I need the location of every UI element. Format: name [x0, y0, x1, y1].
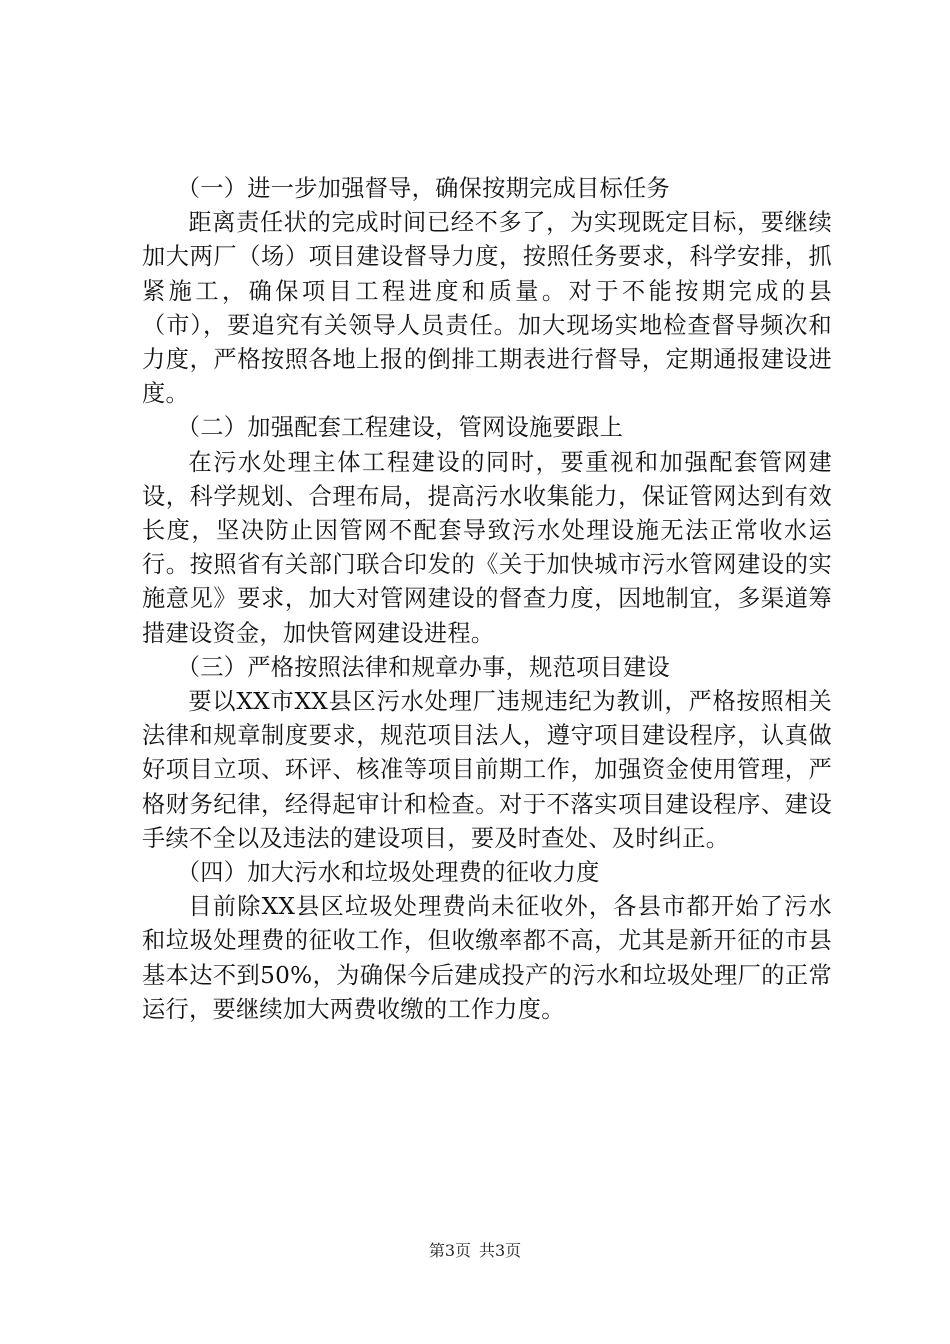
section-heading-2: （二）加强配套工程建设，管网设施要跟上: [176, 414, 624, 442]
page-number: 第3页: [428, 1241, 471, 1260]
section-heading-3: （三）严格按照法律和规章办事，规范项目建设: [176, 653, 671, 681]
page-footer: [0, 1241, 950, 1261]
section-paragraph-4: 目前除XX县区垃圾处理费尚未征收外，各县市都开始了污水和垃圾处理费的征收工作，但收缴率都不高，尤其是新开征的市县基本达不到50%，为确保今后建成投产的污水和垃圾处理厂的正常运行，要继续加大两费收缴的工作力度。: [142, 893, 832, 1023]
document-body: [142, 172, 832, 1027]
section-paragraph-2: 在污水处理主体工程建设的同时，要重视和加强配套管网建设，科学规划、合理布局，提高污水收集能力，保证管网达到有效长度，坚决防止因管网不配套导致污水处理设施无法正常收水运行。按照省有关部门联合印发的《关于加快城市污水管网建设的实施意见》要求，加大对管网建设的督查力度，因地制宜，多渠道筹措建设资金，加快管网建设进程。: [142, 448, 832, 647]
section-heading-1: （一）进一步加强督导，确保按期完成目标任务: [176, 175, 671, 202]
section-paragraph-1: 距离责任状的完成时间已经不多了，为实现既定目标，要继续加大两厂（场）项目建设督导力度，按照任务要求，科学安排，抓紧施工，确保项目工程进度和质量。对于不能按期完成的县（市），要追究有关领导人员责任。加大现场实地检查督导频次和力度，严格按照各地上报的倒排工期表进行督导，定期通报建设进度。: [142, 209, 832, 408]
section-heading-4: （四）加大污水和垃圾处理费的征收力度: [176, 859, 600, 887]
page-total: 共3页: [479, 1241, 522, 1260]
section-paragraph-3: 要以XX市XX县区污水处理厂违规违纪为教训，严格按照相关法律和规章制度要求，规范项目法人，遵守项目建设程序，认真做好项目立项、环评、核准等项目前期工作，加强资金使用管理，严格财务纪律，经得起审计和检查。对于不落实项目建设程序、建设手续不全以及违法的建设项目，要及时查处、及时纠正。: [142, 688, 832, 852]
